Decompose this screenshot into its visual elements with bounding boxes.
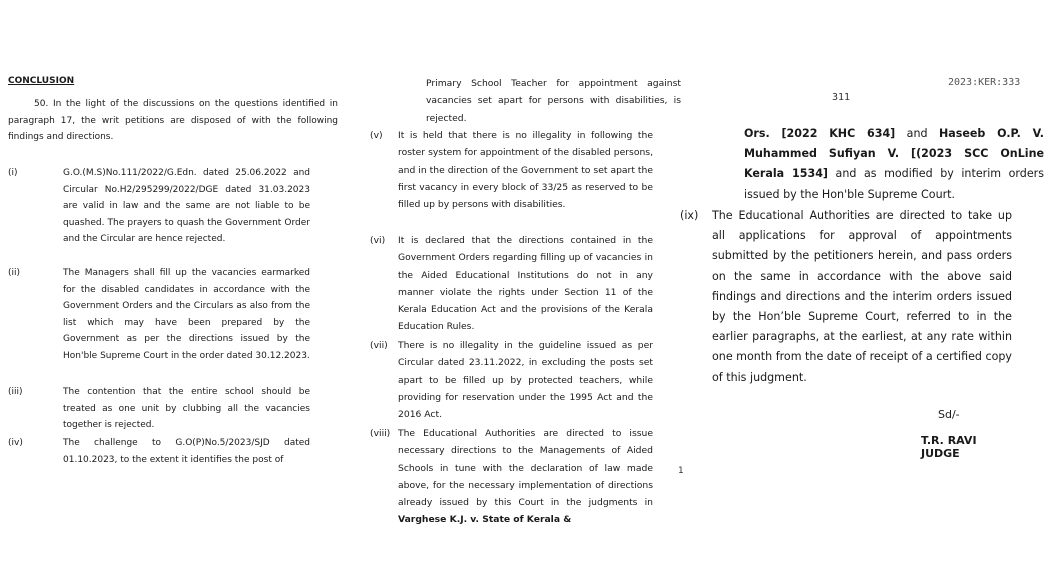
- finding-text: The contention that the entire school should be treated as one unit by clubbing all the vacancies together is rejected.: [63, 387, 310, 431]
- finding-vii: [370, 337, 655, 423]
- finding-ii: [8, 265, 313, 365]
- judge-name: T.R. RAVI: [921, 434, 977, 447]
- finding-text: There is no illegality in the guideline issued as per Circular dated 23.11.2022, in excluding the posts set apart to be filled up by protected teachers, while providing for reservation under the 1995 Act and the 2016 Act.: [398, 340, 653, 421]
- finding-number: (viii): [370, 428, 391, 439]
- stray-mark: 1: [678, 466, 684, 476]
- finding-number: (v): [370, 130, 383, 141]
- finding-text: The Educational Authorities are directed to take up all applications for approval of appointments submitted by the petitioners herein, and pass orders on the same in accordance with the above said findings and directions and the interim orders issued by the Hon’ble Supreme Court, referred to in the earlier paragraphs, at the earliest, at any rate within one month from the date of receipt of a certified copy of this judgment.: [712, 209, 1012, 384]
- finding-viii-continuation: [744, 124, 1044, 205]
- paragraph-50: [8, 96, 338, 146]
- and-connector: and: [895, 127, 939, 140]
- finding-iv-continuation: Primary School Teacher for appointment against vacancies set apart for persons with disabilities, is rejected.: [426, 78, 681, 124]
- finding-v: [370, 127, 655, 213]
- finding-number: (ii): [8, 268, 21, 278]
- page-number: 311: [832, 92, 851, 103]
- signature-mark: Sd/-: [938, 408, 960, 421]
- judge-title: JUDGE: [921, 447, 960, 460]
- finding-number: (vi): [370, 235, 386, 246]
- finding-iv: [8, 435, 313, 468]
- finding-text: The challenge to G.O(P)No.5/2023/SJD dated 01.10.2023, to the extent it identifies the post of: [63, 438, 310, 465]
- finding-text: [398, 425, 653, 529]
- citation-header-fragment: 2023:KER:333: [948, 77, 1021, 88]
- finding-text: The Managers shall fill up the vacancies earmarked for the disabled candidates in accordance with the Government Orders and the Circulars as also from the list which may have been prepared by the Government as per the directions issued by the Hon'ble Supreme Court in the order dated 30.12.2023.: [63, 268, 310, 361]
- conclusion-heading: CONCLUSION: [8, 76, 75, 86]
- continuation-text: and as modified by interim orders issued by the Hon'ble Supreme Court.: [744, 167, 1044, 201]
- finding-number: (i): [8, 168, 18, 178]
- finding-text: It is held that there is no illegality in following the roster system for appointment of the disabled persons, and in the direction of the Government to set apart the first vacancy in every block of 33/25 as reserved to be filled up by persons with disabilities.: [398, 130, 653, 211]
- finding-number: (vii): [370, 340, 388, 351]
- finding-text: It is declared that the directions contained in the Government Orders regarding filling up of vacancies in the Aided Educational Institutions do not in any manner violate the rights under Section 11 of the Kerala Education Act and the provisions of the Kerala Education Rules.: [398, 235, 653, 333]
- finding-ix: [680, 206, 1020, 388]
- finding-i: [8, 165, 313, 248]
- case-citation-ors: Ors. [2022 KHC 634]: [744, 127, 896, 140]
- finding-number: (iv): [8, 438, 23, 448]
- finding-vi: [370, 232, 655, 336]
- finding-viii-text: The Educational Authorities are directed to issue necessary directions to the Managements of Aided Schools in tune with the declaration of law made above, for the necessary implementation of directions already issued by this Court in the judgments in: [398, 428, 653, 509]
- paragraph-50-rest: in paragraph 17, the writ petitions are disposed of with the following findings and directions.: [8, 99, 338, 143]
- case-citation-varghese: Varghese K.J. v. State of Kerala &: [398, 514, 572, 526]
- finding-iii: [8, 384, 313, 434]
- paragraph-50-lead: 50. In the light of the discussions on the questions identified: [34, 99, 326, 109]
- finding-viii: [370, 425, 655, 529]
- finding-text: G.O.(M.S)No.111/2022/G.Edn. dated 25.06.2022 and Circular No.H2/295299/2022/DGE dated 31.03.2023 are valid in law and the same are not liable to be quashed. The prayers to quash the Government Order and the Circular are hence rejected.: [63, 168, 310, 245]
- finding-number: (iii): [8, 387, 23, 397]
- case-citation-haseeb: Haseeb O.P. V. Muhammed Sufiyan V. [(2023 SCC OnLine Kerala 1534]: [744, 127, 1044, 181]
- finding-number: (ix): [680, 209, 699, 222]
